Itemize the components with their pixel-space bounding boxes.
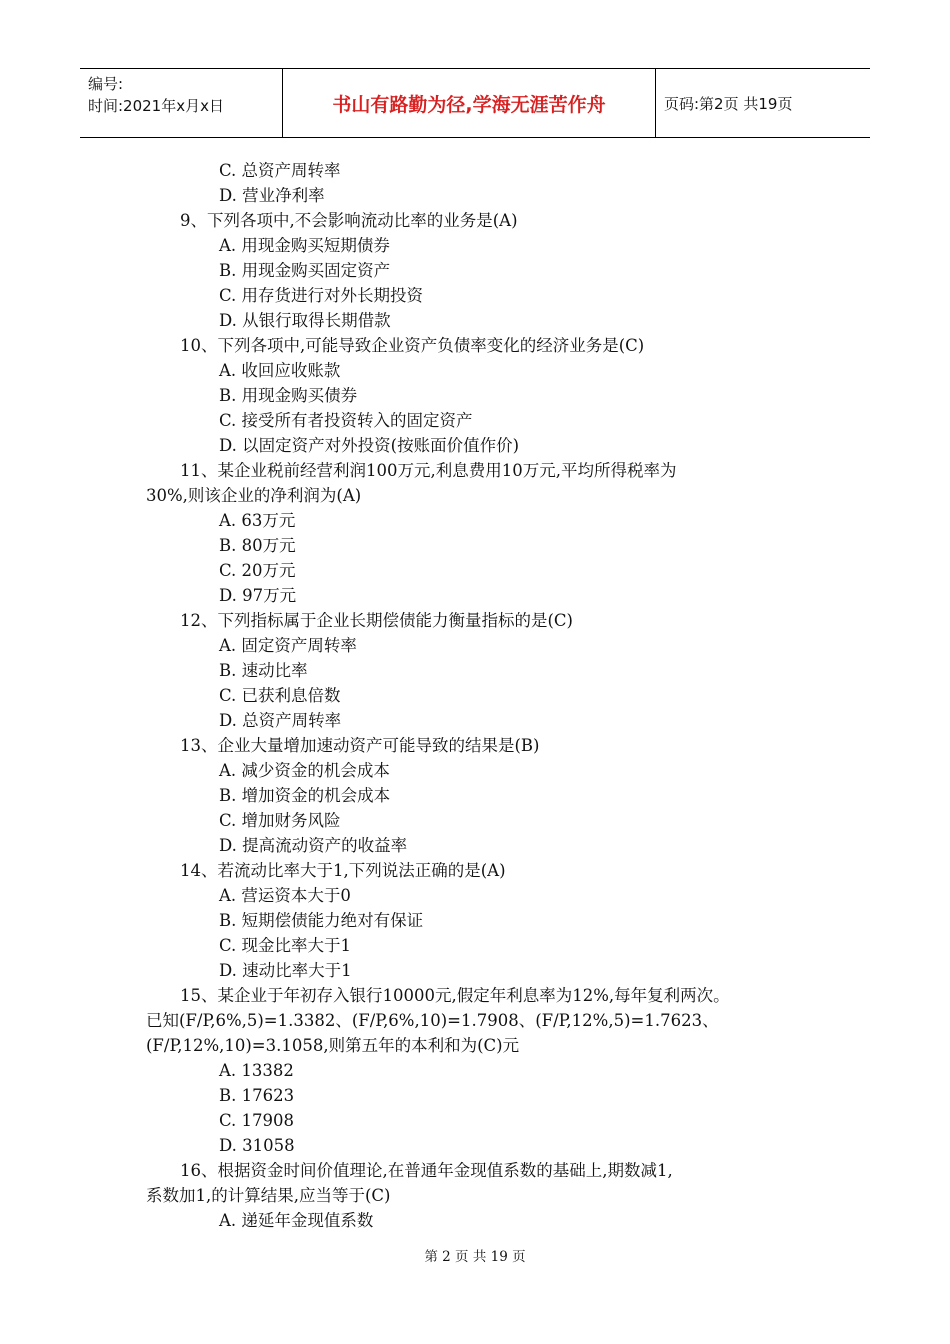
option-line: A. 13382 — [219, 1061, 294, 1080]
option-line: A. 收回应收账款 — [219, 361, 341, 380]
option-line: B. 速动比率 — [219, 661, 308, 680]
option-line: A. 递延年金现值系数 — [219, 1211, 374, 1230]
continuation-line: 已知(F/P,6%,5)=1.3382、(F/P,6%,10)=1.7908、(F/P,12%,5)=1.7623、 — [146, 1011, 719, 1030]
question-line: 11、某企业税前经营利润100万元,利息费用10万元,平均所得税率为 — [180, 461, 677, 480]
option-line: B. 用现金购买债券 — [219, 386, 358, 405]
question-line: 9、下列各项中,不会影响流动比率的业务是(A) — [180, 211, 518, 230]
option-line: C. 17908 — [219, 1111, 295, 1130]
header-page-info: 页码:第2页 共19页 — [664, 94, 793, 113]
number-label: 编号: — [88, 75, 124, 93]
option-line: A. 营运资本大于0 — [219, 886, 351, 905]
option-line: C. 接受所有者投资转入的固定资产 — [219, 411, 473, 430]
option-line: D. 速动比率大于1 — [219, 961, 352, 980]
option-line: B. 用现金购买固定资产 — [219, 261, 391, 280]
option-line: C. 20万元 — [219, 561, 296, 580]
document-body — [0, 158, 950, 1233]
option-line: C. 总资产周转率 — [219, 161, 341, 180]
option-line: B. 增加资金的机会成本 — [219, 786, 391, 805]
time-label: 时间:2021年x月x日 — [88, 97, 224, 115]
option-line: C. 已获利息倍数 — [219, 686, 341, 705]
page-header — [80, 68, 870, 138]
option-line: D. 以固定资产对外投资(按账面价值作价) — [219, 436, 520, 455]
continuation-line: (F/P,12%,10)=3.1058,则第五年的本利和为(C)元 — [146, 1036, 520, 1055]
question-line: 15、某企业于年初存入银行10000元,假定年利息率为12%,每年复利两次。 — [180, 986, 730, 1005]
question-line: 14、若流动比率大于1,下列说法正确的是(A) — [180, 861, 506, 880]
option-line: A. 63万元 — [219, 511, 296, 530]
question-line: 10、下列各项中,可能导致企业资产负债率变化的经济业务是(C) — [180, 336, 645, 355]
option-line: B. 17623 — [219, 1086, 295, 1105]
continuation-line: 30%,则该企业的净利润为(A) — [146, 486, 362, 505]
header-meta — [80, 69, 282, 137]
page-footer: 第 2 页 共 19 页 — [424, 1249, 526, 1265]
option-line: D. 97万元 — [219, 586, 297, 605]
continuation-line: 系数加1,的计算结果,应当等于(C) — [146, 1186, 391, 1205]
question-line: 13、企业大量增加速动资产可能导致的结果是(B) — [180, 736, 540, 755]
question-line: 12、下列指标属于企业长期偿债能力衡量指标的是(C) — [180, 611, 573, 630]
option-line: C. 增加财务风险 — [219, 811, 341, 830]
option-line: D. 提高流动资产的收益率 — [219, 836, 408, 855]
question-line: 16、根据资金时间价值理论,在普通年金现值系数的基础上,期数减1, — [180, 1161, 673, 1180]
option-line: A. 减少资金的机会成本 — [219, 761, 390, 780]
option-line: A. 用现金购买短期债券 — [219, 236, 390, 255]
option-line: D. 总资产周转率 — [219, 711, 342, 730]
option-line: C. 用存货进行对外长期投资 — [219, 286, 424, 305]
option-line: D. 31058 — [219, 1136, 295, 1155]
option-line: D. 营业净利率 — [219, 186, 325, 205]
header-motto: 书山有路勤为径,学海无涯苦作舟 — [282, 69, 656, 137]
option-line: B. 短期偿债能力绝对有保证 — [219, 911, 424, 930]
option-line: D. 从银行取得长期借款 — [219, 311, 391, 330]
option-line: B. 80万元 — [219, 536, 296, 555]
option-line: A. 固定资产周转率 — [219, 636, 357, 655]
option-line: C. 现金比率大于1 — [219, 936, 352, 955]
